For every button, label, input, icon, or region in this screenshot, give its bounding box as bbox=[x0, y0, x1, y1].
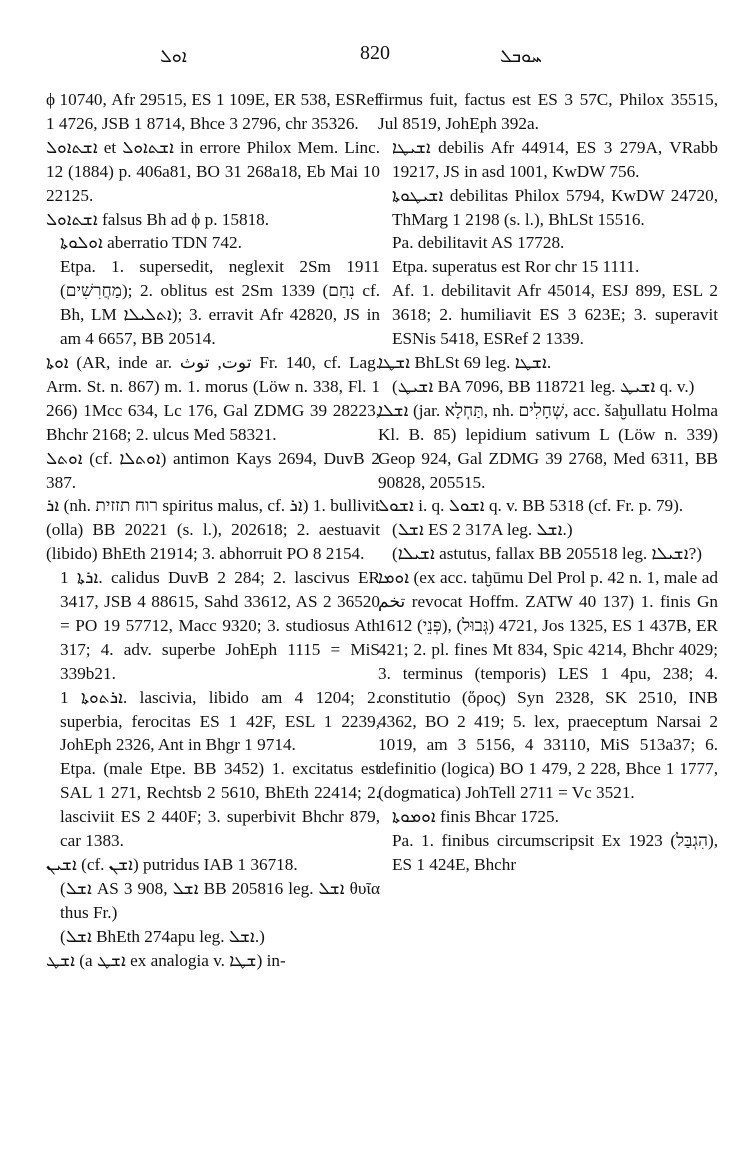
entry: ϕ 10740, Afr 29515, ES 1 109E, ER 538, ESRef 1 4726, JSB 1 8714, Bhce 3 2796, chr 35326. bbox=[46, 90, 380, 133]
entry: ܐܪܬܐ 1. calidus DuvB 2 284; 2. lascivus ER 3417, JSB 4 88615, Sahd 33612, AS 2 36520 = PO 19 57712, Macc 9320; 3. studiosus Ath 317; 4. adv. superbe JohEph 1115 = MiS 339b21. bbox=[60, 568, 381, 683]
entry: (ܐܫܠ ES 2 317A leg. ܐܫܠ.) bbox=[392, 520, 573, 540]
entry: (ܐܫܠ BhEth 274apu leg. ܐܫܠ.) bbox=[60, 926, 265, 946]
entry: (ܐܫܝܠܐ astutus, fallax BB 205518 leg. ܐܫܝܠܐ?) bbox=[392, 544, 702, 564]
header-right-word: ܚܘܒܠ bbox=[500, 46, 542, 67]
entry: ܐܫܬܐܘܠ falsus Bh ad ϕ p. 15818. bbox=[46, 209, 270, 229]
page-number: 820 bbox=[360, 42, 390, 64]
entry: ܐܫܝܛܘܬܐ debilitas Philox 5794, KwDW 24720, ThMarg 1 2198 (s. l.), BhLSt 15516. bbox=[392, 185, 718, 229]
entry: Etpa. superatus est Ror chr 15 1111. bbox=[392, 257, 640, 277]
entry: Etpa. (male Etpe. BB 3452) 1. excitatus est SAL 1 271, Rechtsb 2 5610, BhEth 22414; 2. lasciviit ES 2 440F; 3. superbivit Bhchr 879, car 1383. bbox=[60, 759, 380, 851]
entry: ܐܫܝܛܐ debilis Afr 44914, ES 3 279A, VRabb 19217, JS in asd 1001, KwDW 756. bbox=[392, 137, 718, 181]
entry: ܐܫܠܐ (jar. תַּחְלָא, nh. שְׁחָלִים, acc. šaḫullatu Holma Kl. B. 85) lepidium sativum L (Löw n. 339) Geop 924, Gal ZDMG 39 2768, Med 6311, BB 90828, 205515. bbox=[378, 400, 718, 492]
left-column bbox=[46, 88, 380, 973]
entry: (ܐܫܠ AS 3 908, ܐܫܠ BB 205816 leg. ܐܫܠ θυῖα thus Fr.) bbox=[60, 878, 380, 922]
entry: firmus fuit, factus est ES 3 57C, Philox 35515, Jul 8519, JohEph 392a. bbox=[378, 90, 718, 133]
entry: ܐܘܡܐ (ex acc. taḫūmu Del Prol p. 42 n. 1, male ad تخم revocat Hoffm. ZATW 40 137) 1. finis Gn 1612 (פְּנֵי), 4721 (גְּבוּל), Jos 1325, ES 1 437B, ER 421; 2. pl. fines Mt 834, Spic 4214, Bhchr 4029; 3. terminus (temporis) LES 1 4pu, 238; 4. constitutio (ὅρος) Syn 2328, SK 2510, INB 4362, BO 2 419; 5. lex, praeceptum Narsai 2 1019, am 3 5156, 4 33110, MiS 513a37; 6. definitio (logica) BO 1 479, 2 228, Bhce 1 1777, (dogmatica) JohTell 2711 = Vc 3521. bbox=[378, 568, 718, 803]
entry: Pa. debilitavit AS 17728. bbox=[392, 233, 565, 253]
header-left-word: ܐܘܠ bbox=[160, 46, 187, 67]
entry: ܐܫܘܠ i. q. ܐܫܘܠ q. v. BB 5318 (cf. Fr. p. 79). bbox=[378, 496, 684, 516]
entry: ܐܫܝܢ (cf. ܐܫܢ) putridus IAB 1 36718. bbox=[46, 855, 298, 874]
entry: ܐܫܛܐ BhLSt 69 leg. ܐܫܛܐ. bbox=[378, 352, 552, 372]
page-header bbox=[0, 42, 750, 72]
entry: ܐܘܡܘܬܐ finis Bhcar 1725. bbox=[392, 807, 559, 827]
entry: ܐܘܬܠ (cf. ܐܘܬܠܐ) antimon Kays 2694, DuvB 2 387. bbox=[46, 448, 380, 492]
entry: Pa. 1. finibus circumscripsit Ex 1923 (הִגְבַּל), ES 1 424E, Bhchr bbox=[392, 831, 718, 874]
entry: Af. 1. debilitavit Afr 45014, ESJ 899, ESL 2 3618; 2. humiliavit ES 3 623E; 3. superavit ESNis 5418, ESRef 2 1339. bbox=[392, 281, 718, 349]
entry: ܐܘܠܘܬܐ aberratio TDN 742. bbox=[60, 233, 242, 253]
entry: ܐܫܬܐܘܠ et ܐܫܬܐܘܠ in errore Philox Mem. Linc. 12 (1884) p. 406a81, BO 31 268a18, Eb Mai 10 22125. bbox=[46, 137, 381, 205]
entry: ܐܫܛ (a ܐܫܛ ex analogia v. ܫܛܐ) in- bbox=[46, 950, 286, 970]
entry: Etpa. 1. supersedit, neglexit 2Sm 1911 (מַחֲרִשִׁים); 2. oblitus est 2Sm 1339 (נִחַם cf. Bh, LM ܐܬܠܝܠܐ); 3. erravit Afr 42820, JS in am 4 6657, BB 20514. bbox=[60, 257, 381, 349]
entry: ܐܘܬܐ (AR, inde ar. توت, توث Fr. 140, cf. Lag. Arm. St. n. 867) m. 1. morus (Löw n. 338, Fl. 1 266) 1Mcc 634, Lc 176, Gal ZDMG 39 28223, Bhchr 2168; 2. ulcus Med 58321. bbox=[46, 352, 380, 444]
right-column bbox=[378, 88, 718, 877]
entry: ܐܪ (nh. רוח תזזית spiritus malus, cf. ܐܪ) 1. bullivit (olla) BB 20221 (s. l.), 202618; 2. aestuavit (libido) BhEth 21914; 3. abhorruit PO 8 2154. bbox=[46, 496, 380, 564]
entry: (ܐܫܝܛ BA 7096, BB 118721 leg. ܐܫܝܛ q. v.) bbox=[392, 376, 695, 396]
entry: ܐܪܬܘܬܐ 1. lascivia, libido am 4 1204; 2. superbia, ferocitas ES 1 42F, ESL 1 2239, JohEph 2326, Ant in Bhgr 1 9714. bbox=[60, 687, 380, 755]
